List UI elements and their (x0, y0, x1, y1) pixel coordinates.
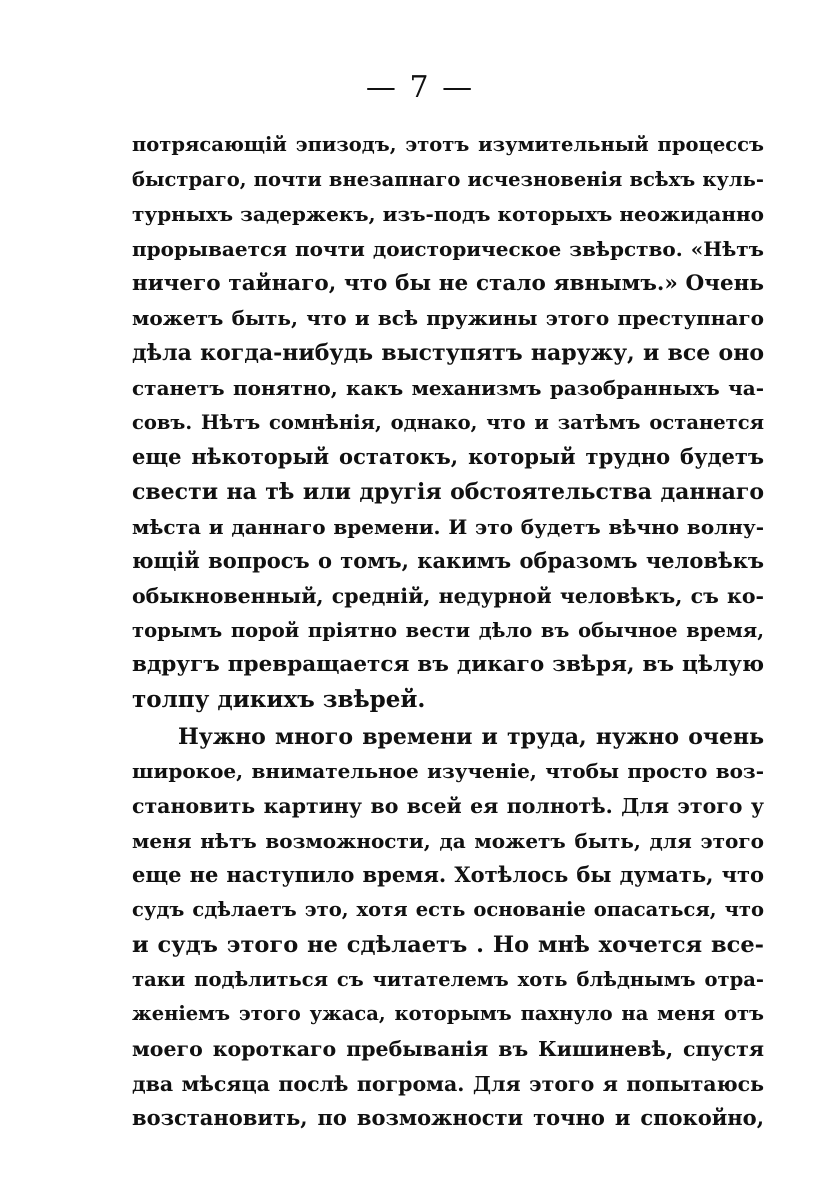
text-line: моего короткаго пребыванія въ Кишиневѣ, спустя (132, 1036, 764, 1061)
paragraph (132, 720, 764, 1136)
paragraph (132, 128, 764, 718)
text-line: прорывается почти доисторическое звѣрство. «Нѣтъ (132, 237, 764, 262)
text-line: еще нѣкоторый остатокъ, который трудно будетъ (132, 444, 764, 470)
text-line: потрясающій эпизодъ, этотъ изумительный процессъ (132, 133, 764, 156)
text-line: таки подѣлиться съ читателемъ хоть блѣднымъ отра- (132, 967, 764, 991)
text-line: быстраго, почти внезапнаго исчезновенія всѣхъ куль- (132, 167, 764, 191)
text-line: обыкновенный, средній, недурной человѣкъ, съ ко- (132, 583, 764, 608)
text-line: свести на тѣ или другія обстоятельства даннаго (132, 478, 764, 505)
text-line: совъ. Нѣтъ сомнѣнія, однако, что и затѣмъ останется (132, 410, 764, 434)
text-line: меня нѣтъ возможности, да можетъ быть, для этого (132, 828, 764, 853)
text-line: и судъ этого не сдѣлаетъ . Но мнѣ хочется все- (132, 931, 764, 958)
text-line: можетъ быть, что и всѣ пружины этого преступнаго (132, 306, 764, 331)
text-line: женіемъ этого ужаса, которымъ пахнуло на меня отъ (132, 1002, 764, 1026)
text-line: станетъ понятно, какъ механизмъ разобранныхъ ча- (132, 375, 764, 400)
text-line: торымъ порой пріятно вести дѣло въ обычное время, (132, 618, 764, 642)
text-line: мѣста и даннаго времени. И это будетъ вѣчно волну- (132, 514, 764, 539)
text-line: вдругъ превращается въ дикаго звѣря, въ цѣлую (132, 652, 764, 678)
text-line: широкое, внимательное изученіе, чтобы просто воз- (132, 759, 764, 784)
text-line: толпу дикихъ звѣрей. (132, 686, 426, 713)
text-line: дѣла когда-нибудь выступятъ наружу, и все оно (132, 340, 764, 367)
text-line: становить картину во всей ея полнотѣ. Для этого у (132, 794, 764, 819)
page-number: — 7 — (365, 70, 475, 105)
body-text (132, 128, 764, 1136)
text-line: возстановить, по возможности точно и спокойно, (132, 1105, 764, 1131)
text-line: еще не наступило время. Хотѣлось бы думать, что (132, 862, 764, 888)
text-line: турныхъ задержекъ, изъ-подъ которыхъ неожиданно (132, 202, 764, 227)
text-line: ющій вопросъ о томъ, какимъ образомъ человѣкъ (132, 548, 764, 574)
text-line: судъ сдѣлаетъ это, хотя есть основаніе опасаться, что (132, 898, 764, 922)
text-line: Нужно много времени и труда, нужно очень (178, 723, 764, 750)
text-line: ничего тайнаго, что бы не стало явнымъ.» Очень (132, 270, 764, 296)
text-line: два мѣсяца послѣ погрома. Для этого я попытаюсь (132, 1071, 764, 1096)
